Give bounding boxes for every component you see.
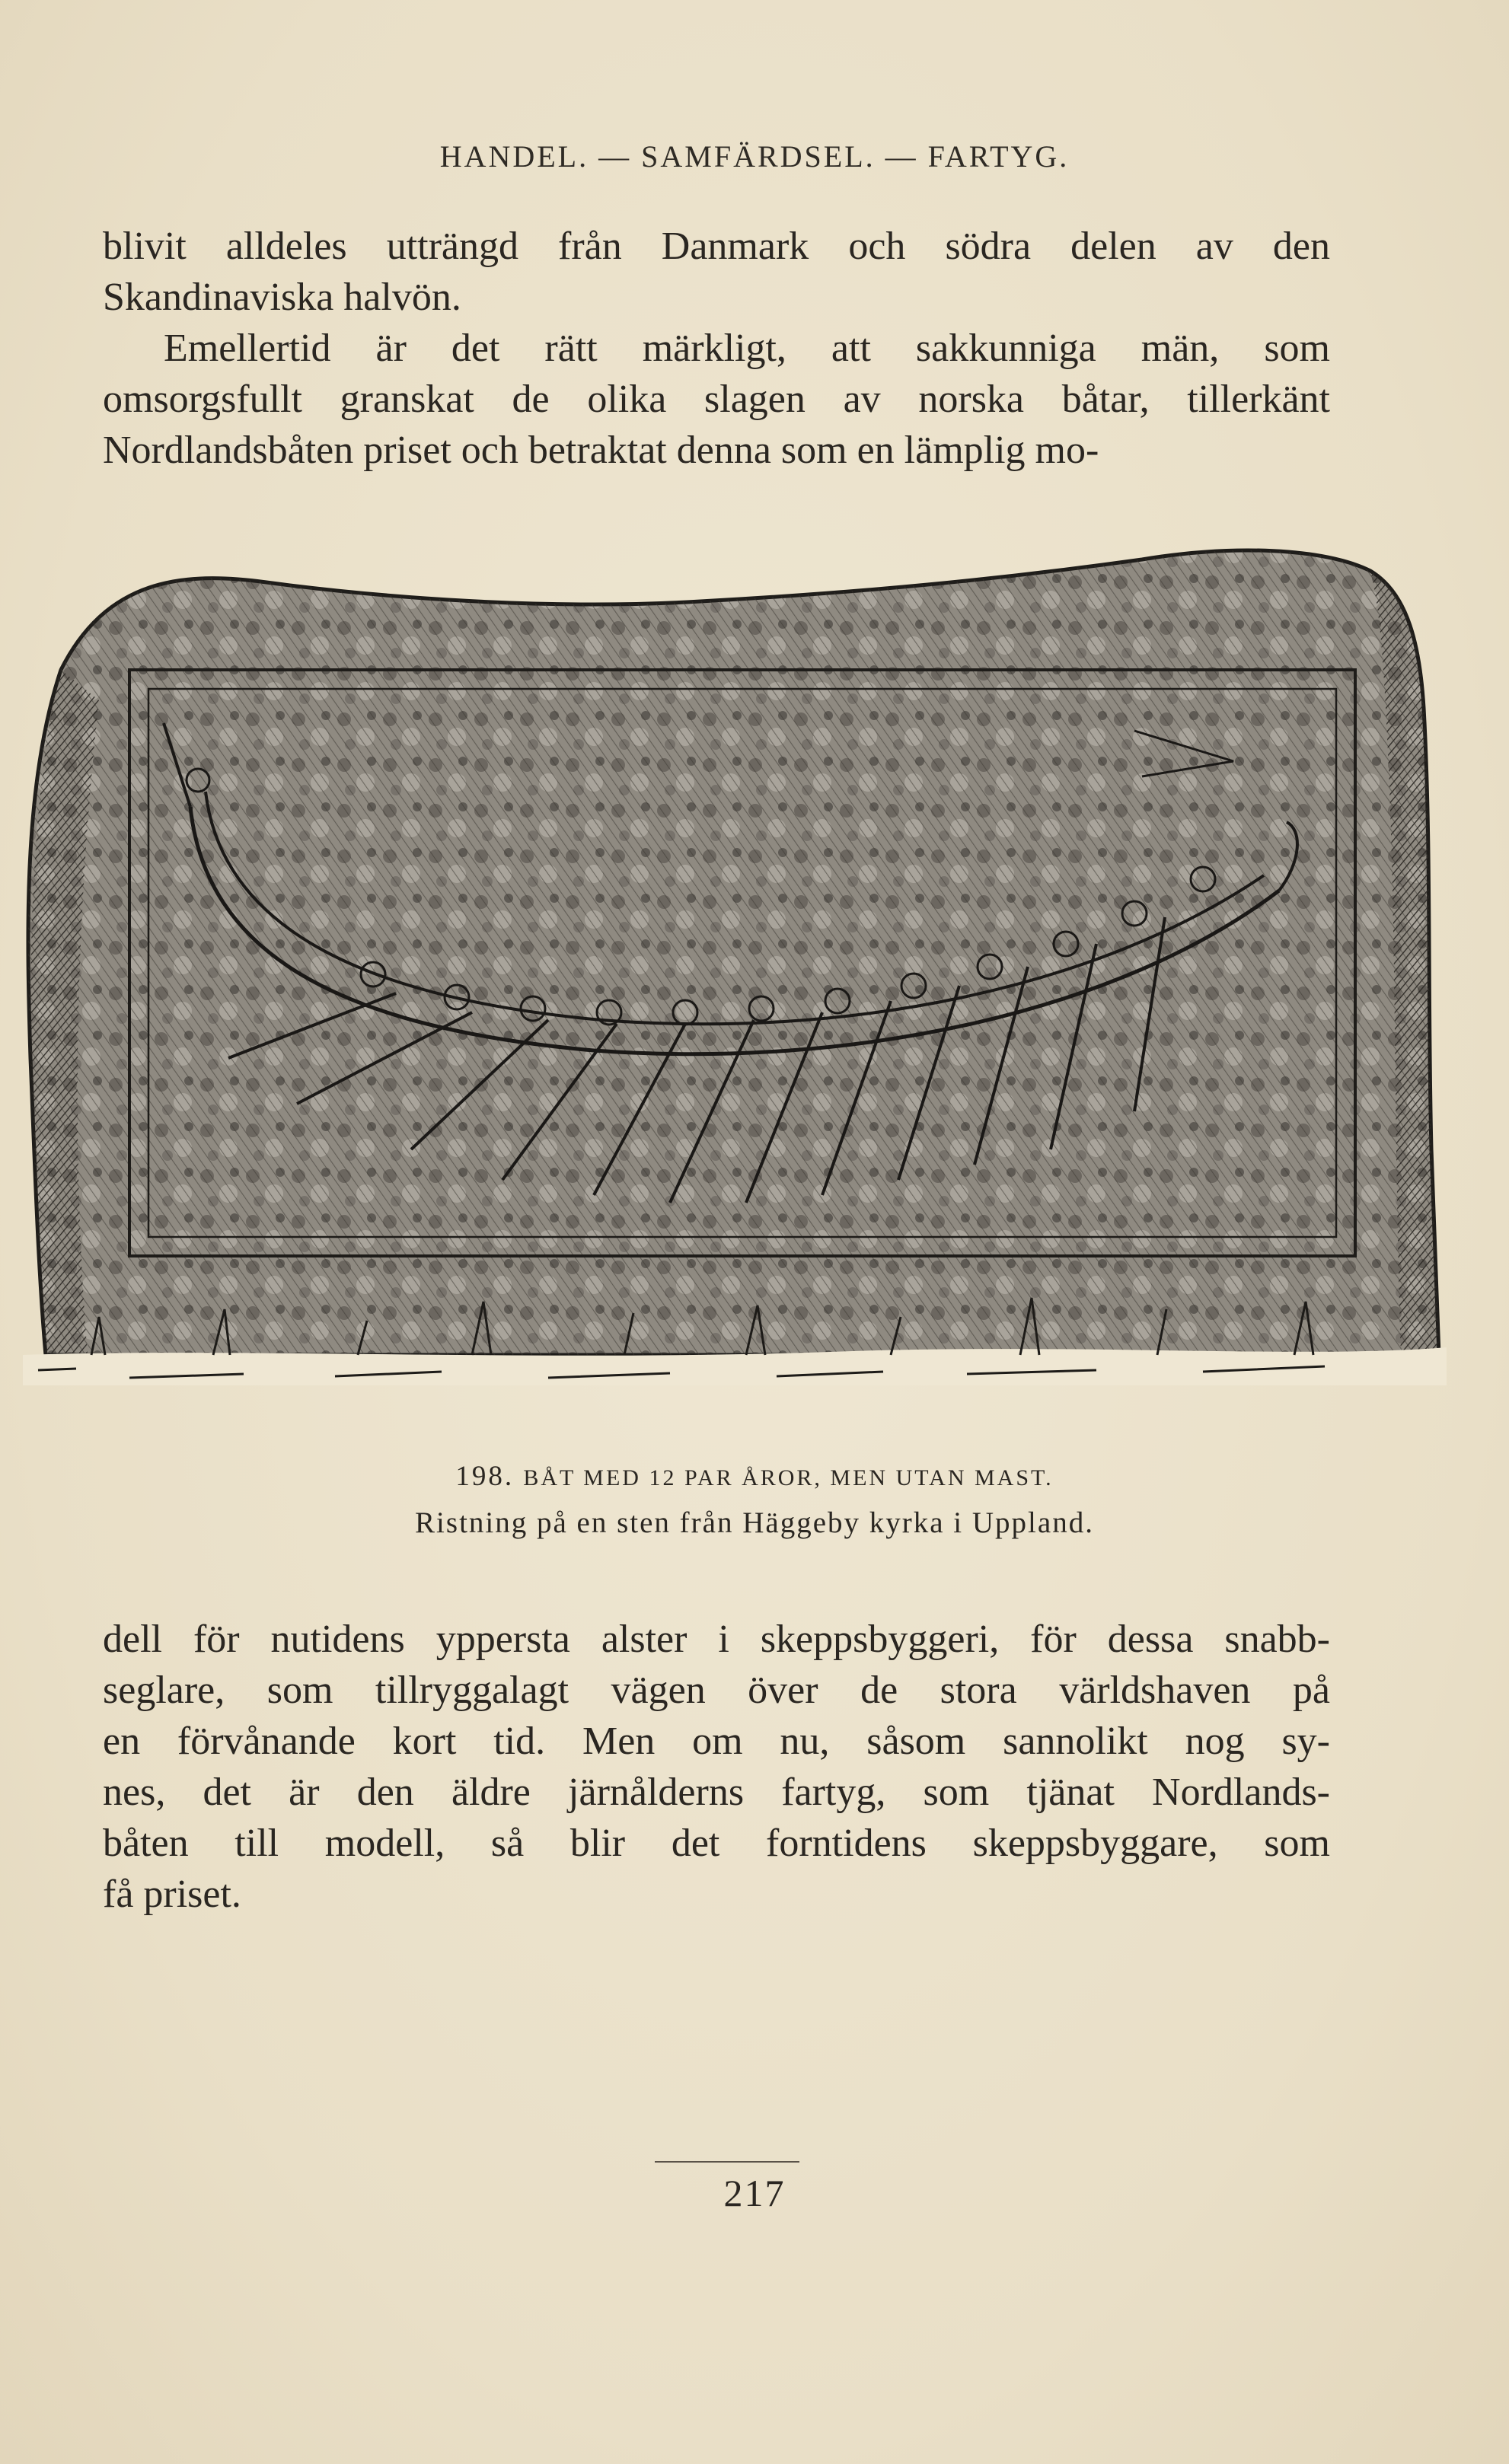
text-line: nes, det är den äldre järnålderns fartyg, som tjänat Nordlands- [103,1771,1330,1814]
text-line: dell för nutidens yppersta alster i skeppsbyggeri, för dessa snabb- [103,1618,1330,1661]
text-line: omsorgsfullt granskat de olika slagen av norska båtar, tillerkänt [103,378,1330,421]
text-line: Skandinaviska halvön. [103,276,461,319]
figure-subcaption: Ristning på en sten från Häggeby kyrka i Uppland. [415,1506,1094,1539]
text-line: blivit alldeles utträngd från Danmark och södra delen av den [103,225,1330,268]
text-line: seglare, som tillryggalagt vägen över de stora världshaven på [103,1669,1330,1712]
folio-rule [655,2161,799,2163]
paragraph-bottom [103,1614,1330,1920]
rune-stone-illustration [15,525,1447,1439]
page-number: 217 [723,2172,786,2214]
paragraph-top [103,221,1330,476]
text-line: få priset. [103,1873,241,1916]
figure-caption [0,1460,1509,1493]
text-line: Emellertid är det rätt märkligt, att sakkunniga män, som [164,327,1330,370]
figure-number: 198. [455,1461,515,1492]
text-line: Nordlandsbåten priset och betraktat denna som en lämplig mo- [103,429,1099,472]
text-line: en förvånande kort tid. Men om nu, såsom sannolikt nog sy- [103,1720,1330,1763]
figure-title: BÅT MED 12 PAR ÅROR, MEN UTAN MAST. [523,1465,1054,1490]
running-head: HANDEL. — SAMFÄRDSEL. — FARTYG. [439,139,1070,174]
text-line: båten till modell, så blir det forntidens skeppsbyggare, som [103,1822,1330,1865]
